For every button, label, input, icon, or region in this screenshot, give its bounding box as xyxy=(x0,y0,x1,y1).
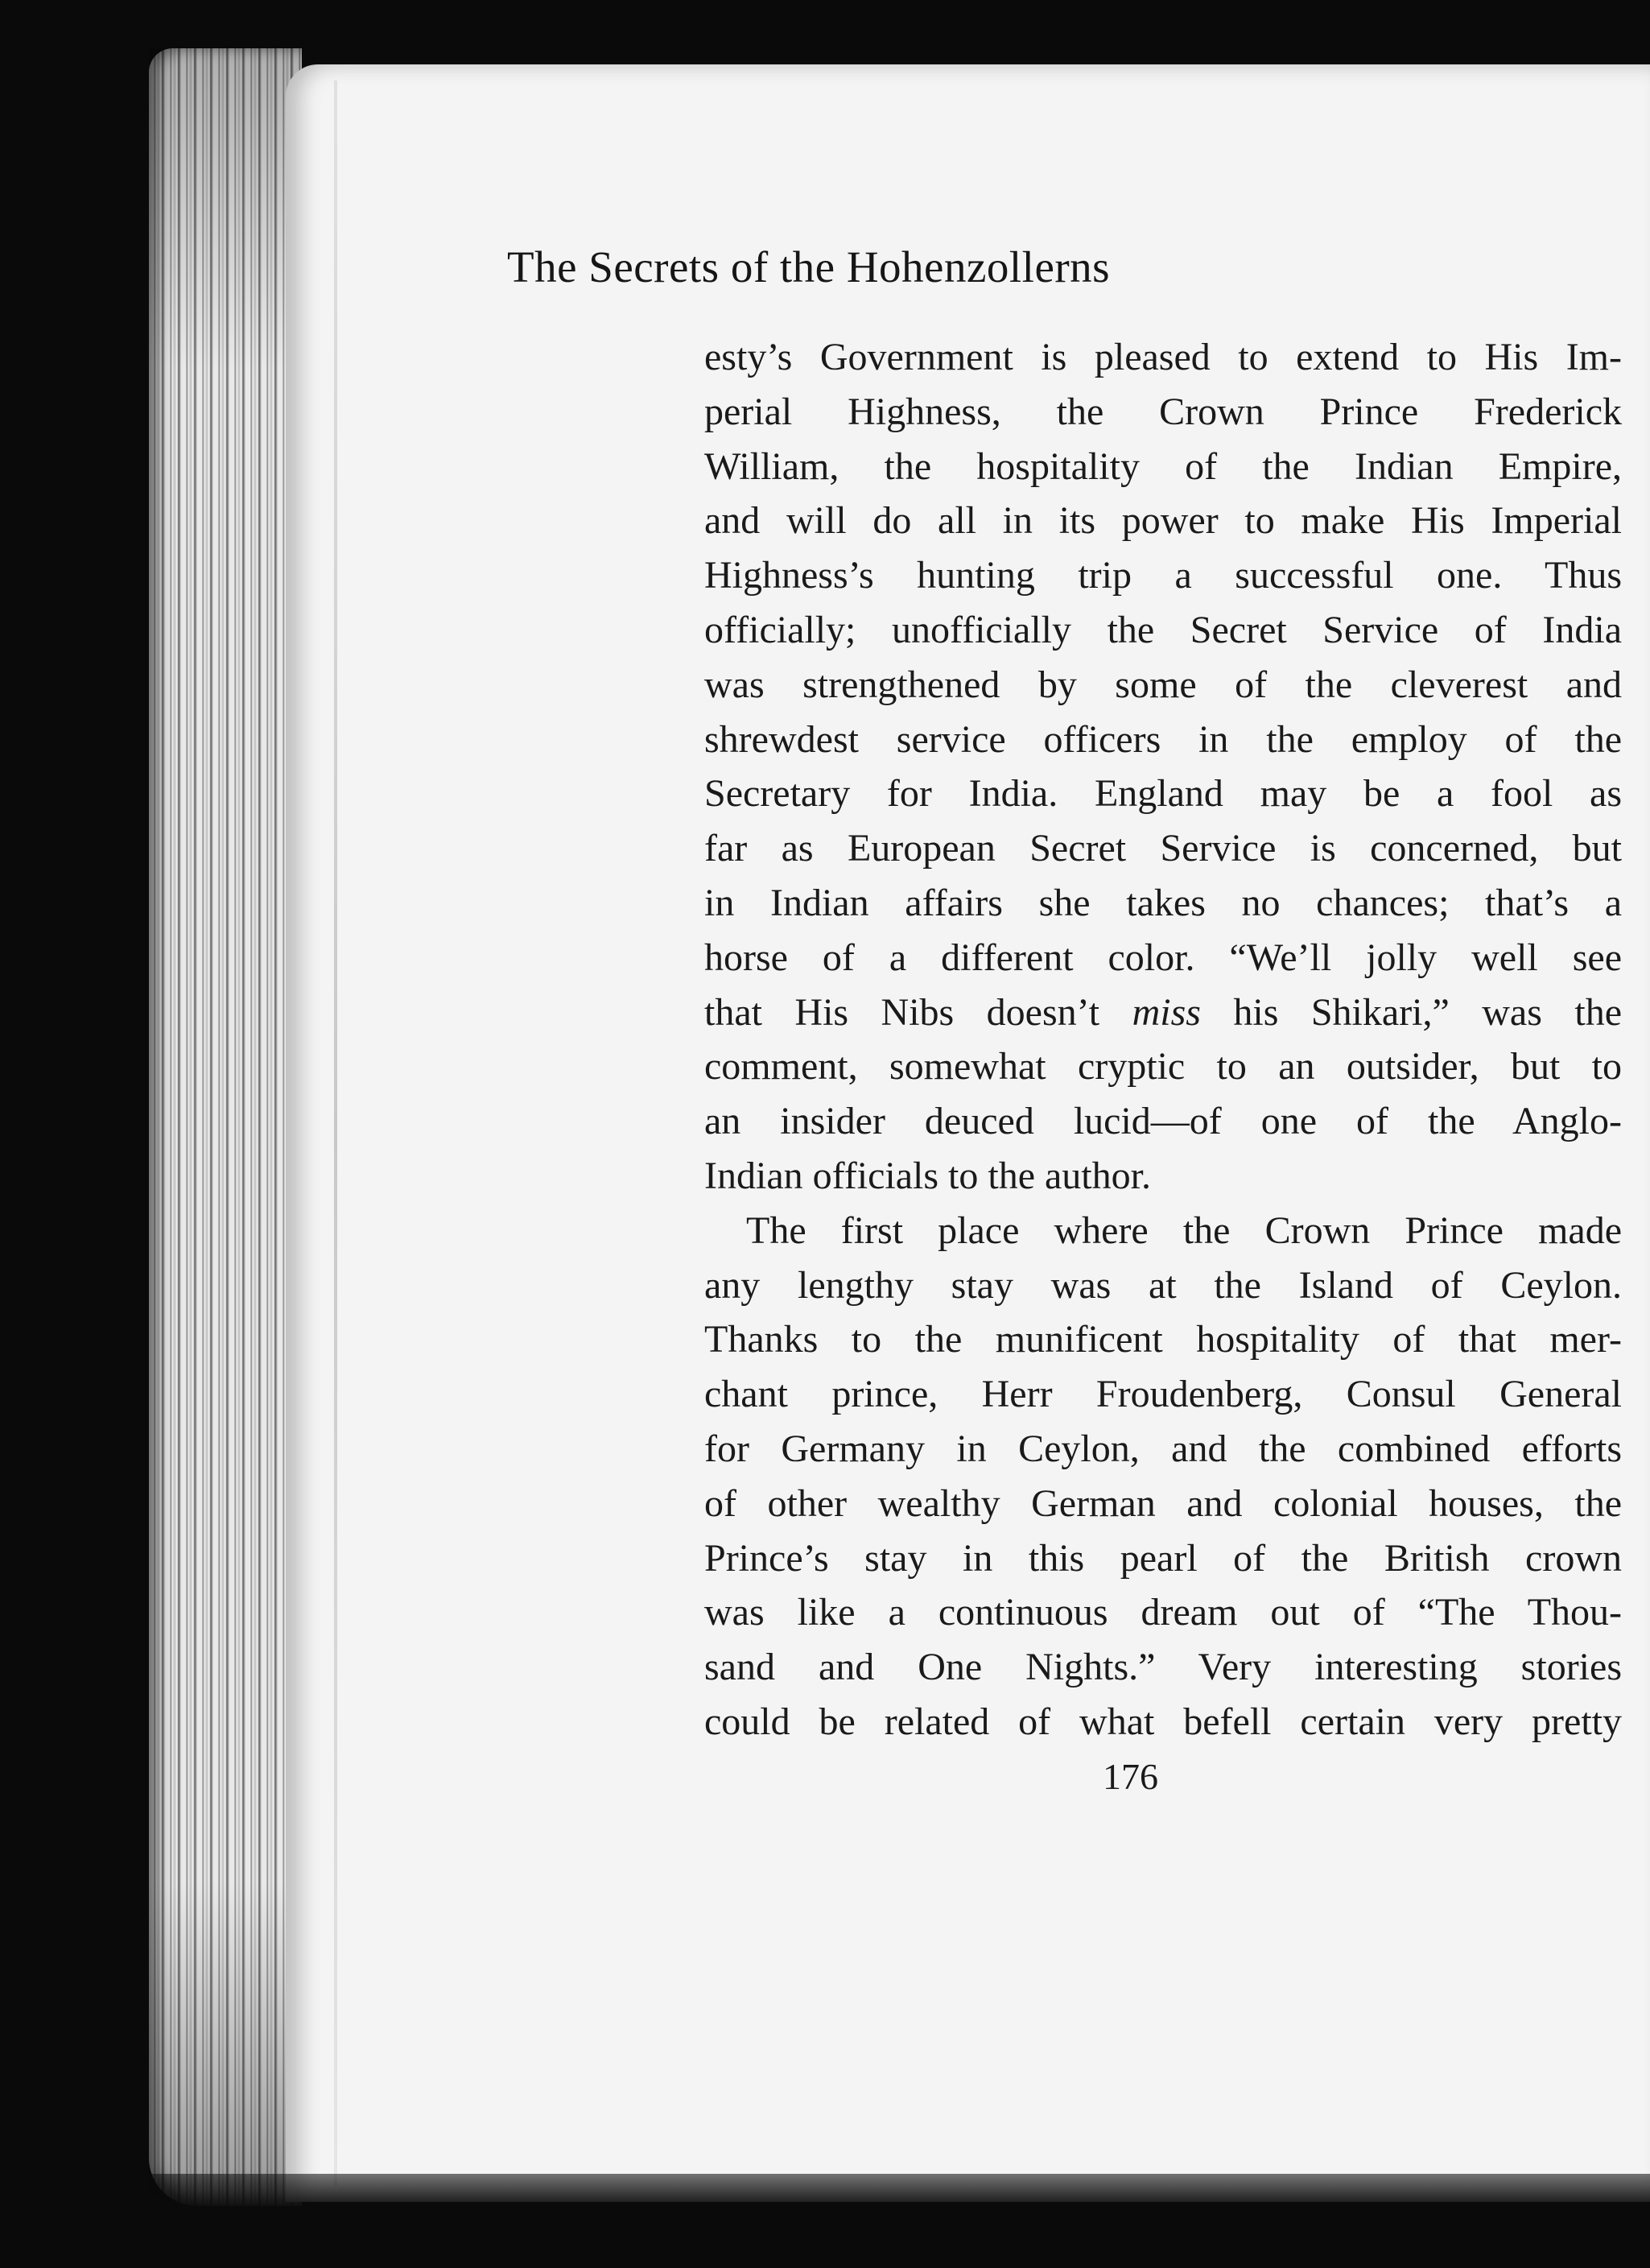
text-line: in Indian affairs she takes no chances; that’s a xyxy=(704,881,1622,924)
text-segment: his Shikari,” was the xyxy=(1200,990,1622,1034)
text-line: any lengthy stay was at the Island of Ceylon. xyxy=(704,1263,1622,1307)
text-line: chant prince, Herr Froudenberg, Consul General xyxy=(704,1373,1622,1416)
text-line: esty’s Government is pleased to extend to His Im- xyxy=(704,336,1622,378)
text-line: for Germany in Ceylon, and the combined efforts xyxy=(704,1427,1622,1470)
text-line: perial Highness, the Crown Prince Frederick xyxy=(704,390,1622,433)
text-line: Prince’s stay in this pearl of the British crown xyxy=(704,1536,1622,1580)
text-line: was strengthened by some of the cleverest and xyxy=(704,663,1622,706)
text-line: Thanks to the munificent hospitality of that mer- xyxy=(704,1318,1622,1361)
page-edges xyxy=(149,48,302,2206)
body-text xyxy=(704,330,1622,1750)
text-line: sand and One Nights.” Very interesting stories xyxy=(704,1646,1622,1689)
page-number: 176 xyxy=(1103,1756,1158,1797)
text-line: The first place where the Crown Prince made xyxy=(746,1208,1622,1252)
text-line: comment, somewhat cryptic to an outsider, but to xyxy=(704,1045,1622,1089)
text-line: was like a continuous dream out of “The Thou- xyxy=(704,1591,1622,1634)
text-line: an insider deuced lucid—of one of the Anglo- xyxy=(704,1100,1622,1143)
text-line: shrewdest service officers in the employ of the xyxy=(704,717,1622,761)
text-line: officially; unofficially the Secret Service of India xyxy=(704,608,1622,651)
text-line: far as European Secret Service is concerned, but xyxy=(704,827,1622,870)
running-head: The Secrets of the Hohenzollerns xyxy=(507,242,1111,291)
text-line: could be related of what befell certain very pretty xyxy=(704,1700,1622,1743)
text-line: horse of a different color. “We’ll jolly well see xyxy=(704,936,1622,979)
text-line: Secretary for India. England may be a fool as xyxy=(704,772,1622,816)
text-line-with-italic xyxy=(704,985,1622,1040)
scan-shadow xyxy=(0,2174,1650,2268)
italic-word: miss xyxy=(1132,990,1201,1034)
text-line: William, the hospitality of the Indian Empire, xyxy=(704,444,1622,488)
text-line: of other wealthy German and colonial houses, the xyxy=(704,1481,1622,1525)
text-line: Highness’s hunting trip a successful one. Thus xyxy=(704,554,1622,597)
text-line: and will do all in its power to make His Imperial xyxy=(704,499,1622,543)
text-line: Indian officials to the author. xyxy=(704,1154,1151,1197)
text-segment: that His Nibs doesn’t xyxy=(704,990,1132,1034)
